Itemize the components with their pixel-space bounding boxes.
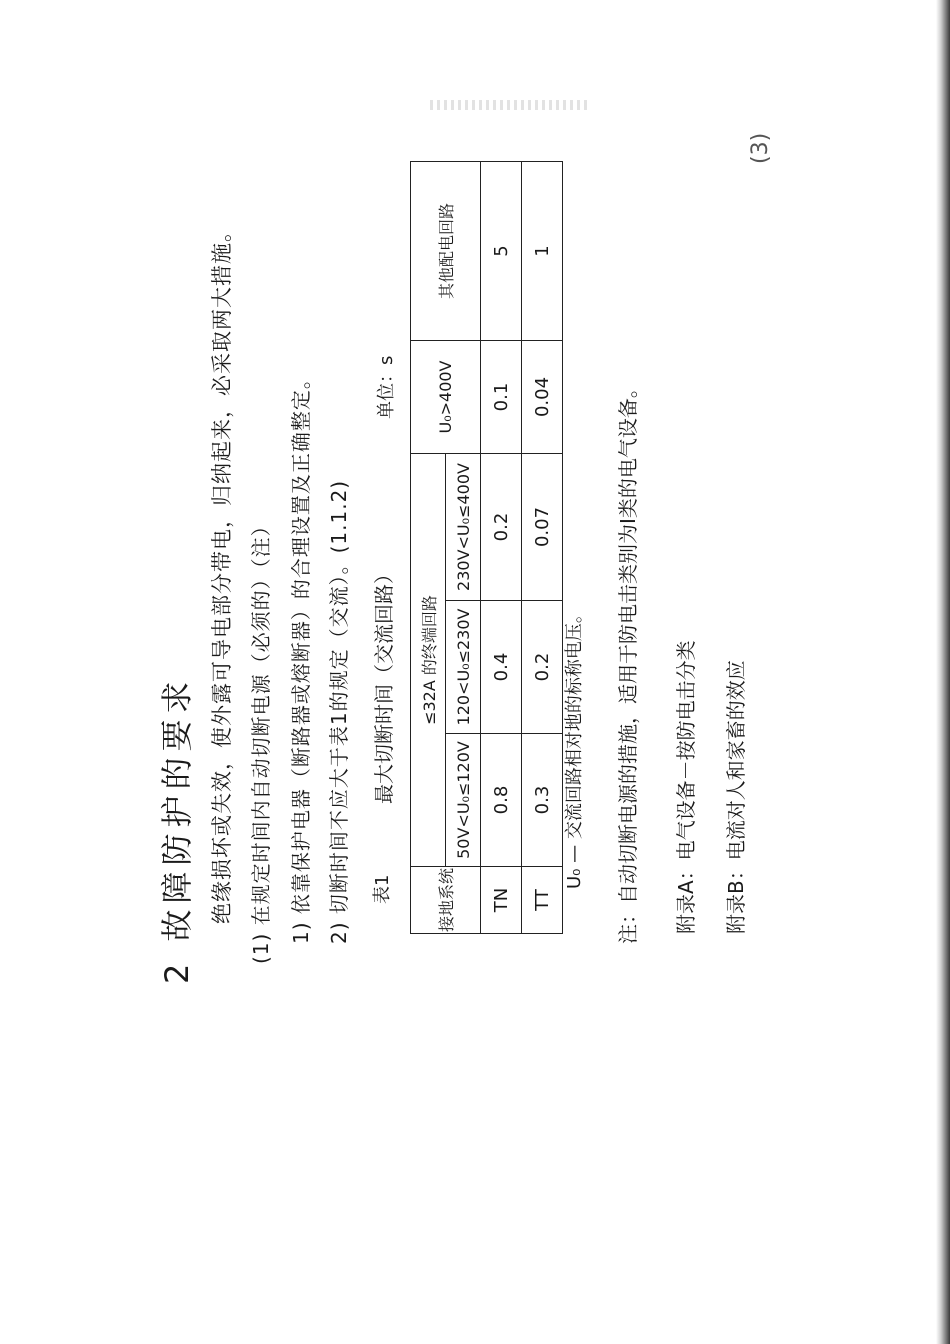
cell-system: TN xyxy=(481,867,522,934)
cell-a: 0.8 xyxy=(481,734,522,867)
table-row xyxy=(481,162,522,934)
cell-d: 0.04 xyxy=(522,341,563,454)
table-row xyxy=(522,162,563,934)
header-group: ≤32A 的终端回路 xyxy=(411,454,446,867)
cell-e: 1 xyxy=(522,162,563,341)
intro-paragraph: 绝缘损坏或失效，使外露可导电部分带电，归纳起来，必采取两大措施。 xyxy=(210,220,234,924)
item-1: (1) 在规定时间内自动切断电源（必须的）（注） xyxy=(249,515,273,964)
section-heading: 2 故障防护的要求 xyxy=(158,675,196,984)
header-c: 230V<U₀≤400V xyxy=(446,454,481,601)
item-1-1: 1) 依靠保护电器（断路器或熔断器）的合理设置及正确整定。 xyxy=(289,368,313,944)
header-e: 其他配电回路 xyxy=(411,162,481,341)
table-caption: 最大切断时间（交流回路） xyxy=(372,564,396,804)
appendix-b: 附录B：电流对人和家畜的效应 xyxy=(724,660,748,934)
page-number: (3) xyxy=(748,132,773,164)
cell-c: 0.07 xyxy=(522,454,563,601)
table-footnote: U₀ — 交流回路相对地的标称电压。 xyxy=(564,605,585,889)
header-system: 接地系统 xyxy=(411,867,481,934)
cell-d: 0.1 xyxy=(481,341,522,454)
table-label: 表1 xyxy=(372,874,393,904)
cell-e: 5 xyxy=(481,162,522,341)
cell-c: 0.2 xyxy=(481,454,522,601)
note: 注：自动切断电源的措施，适用于防电击类别为Ⅰ类的电气设备。 xyxy=(616,378,640,944)
cell-system: TT xyxy=(522,867,563,934)
header-b: 120<U₀≤230V xyxy=(446,601,481,734)
cell-b: 0.2 xyxy=(522,601,563,734)
header-d: U₀>400V xyxy=(411,341,481,454)
cutoff-time-table xyxy=(410,161,563,934)
appendix-a: 附录A：电气设备－按防电击分类 xyxy=(674,640,698,934)
item-1-2: 2) 切断时间不应大于表1的规定（交流）。(1.1.2) xyxy=(327,479,351,944)
table-unit: 单位：s xyxy=(376,355,397,419)
header-a: 50V<U₀≤120V xyxy=(446,734,481,867)
cell-a: 0.3 xyxy=(522,734,563,867)
cell-b: 0.4 xyxy=(481,601,522,734)
